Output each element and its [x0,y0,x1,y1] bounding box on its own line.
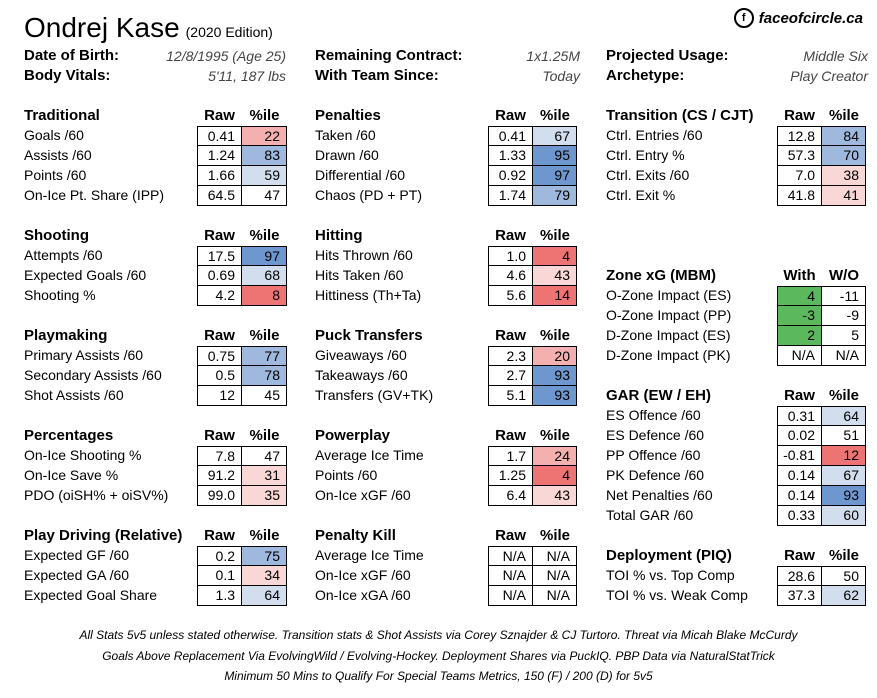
player-name: Ondrej Kase [24,12,180,43]
percentile-value: 38 [822,166,866,186]
stat-label: On-Ice xGA /60 [315,587,411,603]
column-header: %ile [828,547,859,564]
stat-label: Shot Assists /60 [24,387,124,403]
brand [734,8,863,28]
stat-label: PP Offence /60 [606,447,701,463]
column-header: With [783,267,816,284]
stat-label: Transfers (GV+TK) [315,387,434,403]
percentile-value: 67 [822,466,866,486]
percentile-value: 59 [242,166,287,186]
section-title: Percentages [24,427,114,444]
stat-label: TOI % vs. Weak Comp [606,587,748,603]
raw-value: 64.5 [197,186,242,206]
column-header: %ile [539,427,570,444]
raw-value: 2 [777,326,822,346]
raw-value: N/A [488,586,533,606]
footer-line-1: All Stats 5v5 unless stated otherwise. Transition stats & Shot Assists via Corey Sznajder & CJ Turtoro. Threat via Micah Blake McCurdy [79,628,798,642]
column-header: Raw [204,427,235,444]
stat-label: Assists /60 [24,147,92,163]
percentile-value: 67 [533,126,577,146]
percentile-value: 43 [533,486,577,506]
column-header: Raw [495,327,526,344]
column-header: %ile [249,327,280,344]
raw-value: 2.3 [488,346,533,366]
column-header: Raw [784,107,815,124]
percentile-value: 78 [242,366,287,386]
raw-value: 28.6 [777,566,822,586]
section-title: Penalties [315,107,381,124]
stat-label: ES Offence /60 [606,407,701,423]
stat-label: On-Ice xGF /60 [315,567,411,583]
percentile-value: 70 [822,146,866,166]
percentile-value: 43 [533,266,577,286]
stat-label: Shooting % [24,287,96,303]
raw-value: 0.02 [777,426,822,446]
raw-value: 0.41 [197,126,242,146]
stat-label: Ctrl. Entries /60 [606,127,703,143]
raw-value: 57.3 [777,146,822,166]
footer-line-2: Goals Above Replacement Via EvolvingWild / Evolving-Hockey. Deployment Shares via PuckIQ. PBP Data via NaturalStatTrick [102,649,775,663]
percentile-value: 8 [242,286,287,306]
percentile-value: 20 [533,346,577,366]
percentile-value: 97 [533,166,577,186]
stat-label: D-Zone Impact (ES) [606,327,731,343]
info-label: Remaining Contract: [315,47,463,64]
raw-value: 1.33 [488,146,533,166]
raw-value: 12.8 [777,126,822,146]
percentile-value: 77 [242,346,287,366]
percentile-value: 62 [822,586,866,606]
section-title: Penalty Kill [315,527,396,544]
percentile-value: 50 [822,566,866,586]
raw-value: 1.7 [488,446,533,466]
stat-label: Hits Taken /60 [315,267,404,283]
stat-label: Attempts /60 [24,247,103,263]
without-value: N/A [822,346,866,366]
without-value: 5 [822,326,866,346]
raw-value: 1.74 [488,186,533,206]
stat-label: Ctrl. Exits /60 [606,167,690,183]
info-value: 1x1.25M [526,48,580,64]
without-value: -11 [822,286,866,306]
column-header: Raw [204,327,235,344]
column-header: Raw [204,527,235,544]
raw-value: 0.14 [777,466,822,486]
column-header: Raw [495,107,526,124]
percentile-value: N/A [533,546,577,566]
percentile-value: 47 [242,446,287,466]
stat-label: Points /60 [24,167,87,183]
info-value: Play Creator [790,68,868,84]
percentile-value: 34 [242,566,287,586]
raw-value: 0.31 [777,406,822,426]
percentile-value: 84 [822,126,866,146]
info-value: Middle Six [803,48,868,64]
footer-line-3: Minimum 50 Mins to Qualify For Special Teams Metrics, 150 (F) / 200 (D) for 5v5 [224,669,653,683]
stat-label: PK Defence /60 [606,467,705,483]
percentile-value: 51 [822,426,866,446]
stat-label: On-Ice Save % [24,467,119,483]
column-header: Raw [495,527,526,544]
percentile-value: 93 [533,386,577,406]
percentile-value: 14 [533,286,577,306]
raw-value: 5.6 [488,286,533,306]
column-header: %ile [539,227,570,244]
section-title: Hitting [315,227,363,244]
column-header: Raw [495,427,526,444]
percentile-value: 64 [242,586,287,606]
column-header: %ile [828,107,859,124]
edition-label: (2020 Edition) [185,24,273,40]
stat-label: Ctrl. Exit % [606,187,676,203]
info-label: With Team Since: [315,67,439,84]
percentile-value: 12 [822,446,866,466]
section-title: Traditional [24,107,100,124]
stat-label: Chaos (PD + PT) [315,187,422,203]
column-header: %ile [249,427,280,444]
percentile-value: 83 [242,146,287,166]
raw-value: 0.14 [777,486,822,506]
percentile-value: 97 [242,246,287,266]
raw-value: 0.33 [777,506,822,526]
section-title: Zone xG (MBM) [606,267,716,284]
raw-value: 7.0 [777,166,822,186]
stat-label: Average Ice Time [315,547,424,563]
raw-value: -0.81 [777,446,822,466]
percentile-value: 41 [822,186,866,206]
stat-label: On-Ice xGF /60 [315,487,411,503]
stat-label: O-Zone Impact (PP) [606,307,732,323]
raw-value: 1.24 [197,146,242,166]
raw-value: 17.5 [197,246,242,266]
column-header: Raw [204,107,235,124]
percentile-value: 4 [533,466,577,486]
column-header: %ile [828,387,859,404]
raw-value: 99.0 [197,486,242,506]
percentile-value: N/A [533,586,577,606]
stat-label: Ctrl. Entry % [606,147,685,163]
stat-label: D-Zone Impact (PK) [606,347,731,363]
info-label: Archetype: [606,67,685,84]
percentile-value: 31 [242,466,287,486]
raw-value: 4 [777,286,822,306]
section-title: Shooting [24,227,89,244]
info-value: 5'11, 187 lbs [208,68,286,84]
percentile-value: 75 [242,546,287,566]
raw-value: 1.0 [488,246,533,266]
section-title: Puck Transfers [315,327,423,344]
raw-value: 2.7 [488,366,533,386]
raw-value: N/A [488,546,533,566]
raw-value: 0.75 [197,346,242,366]
stat-label: On-Ice Pt. Share (IPP) [24,187,165,203]
stat-label: O-Zone Impact (ES) [606,287,732,303]
column-header: %ile [539,327,570,344]
stat-label: Primary Assists /60 [24,347,144,363]
section-title: Deployment (PIQ) [606,547,732,564]
stat-label: Total GAR /60 [606,507,694,523]
percentile-value: N/A [533,566,577,586]
percentile-value: 47 [242,186,287,206]
stat-label: Points /60 [315,467,378,483]
stat-label: Goals /60 [24,127,84,143]
percentile-value: 4 [533,246,577,266]
info-value: 12/8/1995 (Age 25) [166,48,286,64]
percentile-value: 68 [242,266,287,286]
raw-value: 4.2 [197,286,242,306]
column-header: %ile [539,107,570,124]
raw-value: 4.6 [488,266,533,286]
percentile-value: 79 [533,186,577,206]
raw-value: 0.2 [197,546,242,566]
column-header: %ile [249,107,280,124]
raw-value: 41.8 [777,186,822,206]
raw-value: 0.69 [197,266,242,286]
info-label: Projected Usage: [606,47,729,64]
stat-label: Average Ice Time [315,447,424,463]
column-header: %ile [539,527,570,544]
stat-label: ES Defence /60 [606,427,705,443]
percentile-value: 64 [822,406,866,426]
stat-label: Takeaways /60 [315,367,408,383]
raw-value: 1.25 [488,466,533,486]
percentile-value: 93 [533,366,577,386]
column-header: W/O [829,267,859,284]
section-title: Powerplay [315,427,391,444]
raw-value: 91.2 [197,466,242,486]
stat-label: Expected Goal Share [24,587,158,603]
raw-value: 5.1 [488,386,533,406]
percentile-value: 93 [822,486,866,506]
section-title: Playmaking [24,327,108,344]
raw-value: 6.4 [488,486,533,506]
stat-label: On-Ice Shooting % [24,447,142,463]
raw-value: 1.66 [197,166,242,186]
player-title [24,12,273,44]
percentile-value: 35 [242,486,287,506]
brand-name: faceofcircle.ca [758,9,863,27]
stat-label: PDO (oiSH% + oiSV%) [24,487,169,503]
column-header: %ile [249,227,280,244]
stat-label: Drawn /60 [315,147,379,163]
column-header: Raw [784,547,815,564]
stat-label: Net Penalties /60 [606,487,713,503]
stat-label: Hittiness (Th+Ta) [315,287,422,303]
raw-value: 0.1 [197,566,242,586]
percentile-value: 60 [822,506,866,526]
percentile-value: 45 [242,386,287,406]
info-label: Body Vitals: [24,67,111,84]
column-header: Raw [495,227,526,244]
raw-value: 0.5 [197,366,242,386]
info-label: Date of Birth: [24,47,119,64]
info-value: Today [542,68,580,84]
column-header: %ile [249,527,280,544]
column-header: Raw [204,227,235,244]
raw-value: N/A [777,346,822,366]
raw-value: 37.3 [777,586,822,606]
stat-label: Expected Goals /60 [24,267,147,283]
column-header: Raw [784,387,815,404]
stat-label: Taken /60 [315,127,376,143]
percentile-value: 95 [533,146,577,166]
raw-value: N/A [488,566,533,586]
section-title: Transition (CS / CJT) [606,107,754,124]
raw-value: 12 [197,386,242,406]
without-value: -9 [822,306,866,326]
section-title: Play Driving (Relative) [24,527,183,544]
percentile-value: 22 [242,126,287,146]
raw-value: 1.3 [197,586,242,606]
stat-label: Giveaways /60 [315,347,407,363]
faceoff-circle-icon: f [734,8,754,28]
stat-label: Hits Thrown /60 [315,247,413,263]
stat-label: Differential /60 [315,167,406,183]
section-title: GAR (EW / EH) [606,387,711,404]
raw-value: 0.41 [488,126,533,146]
raw-value: 0.92 [488,166,533,186]
stat-label: Expected GA /60 [24,567,130,583]
stat-label: TOI % vs. Top Comp [606,567,735,583]
percentile-value: 24 [533,446,577,466]
raw-value: 7.8 [197,446,242,466]
stat-label: Secondary Assists /60 [24,367,162,383]
raw-value: -3 [777,306,822,326]
stat-label: Expected GF /60 [24,547,130,563]
